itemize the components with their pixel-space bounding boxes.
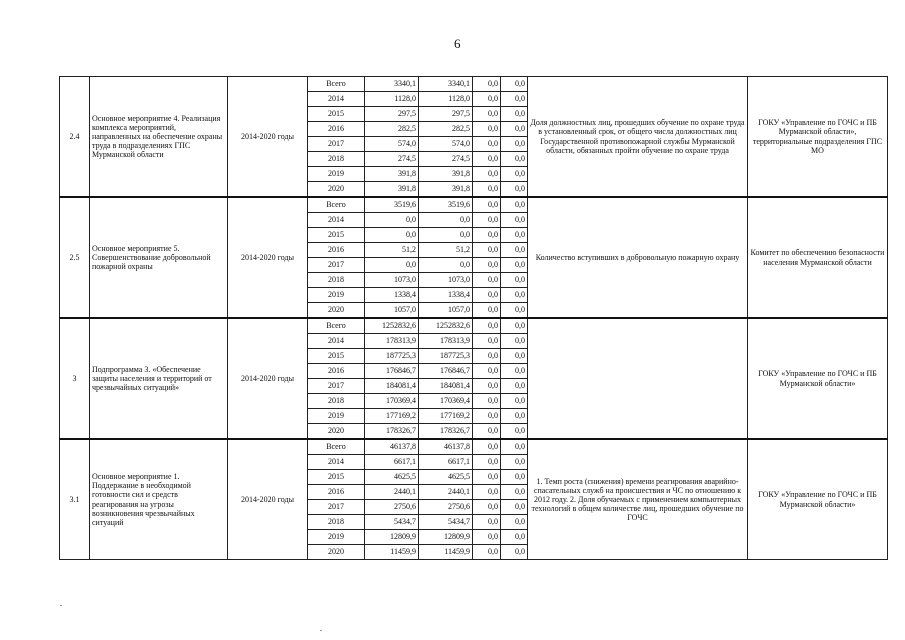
period-cell: 2014-2020 годы xyxy=(228,439,308,560)
total-value-cell: 1128,0 xyxy=(365,92,419,107)
other-value-cell: 0,0 xyxy=(501,515,528,530)
total-value-cell: 46137,8 xyxy=(365,439,419,455)
total-value-cell: 187725,3 xyxy=(365,349,419,364)
other-value-cell: 0,0 xyxy=(501,273,528,288)
year-cell: 2014 xyxy=(308,455,365,470)
total-value-cell: 2750,6 xyxy=(365,500,419,515)
year-cell: 2018 xyxy=(308,273,365,288)
regional-value-cell: 391,8 xyxy=(419,182,473,198)
other-value-cell: 0,0 xyxy=(501,318,528,334)
year-cell: 2018 xyxy=(308,394,365,409)
federal-value-cell: 0,0 xyxy=(473,107,501,122)
federal-value-cell: 0,0 xyxy=(473,182,501,198)
year-cell: 2014 xyxy=(308,334,365,349)
regional-value-cell: 187725,3 xyxy=(419,349,473,364)
total-value-cell: 177169,2 xyxy=(365,409,419,424)
total-value-cell: 0,0 xyxy=(365,228,419,243)
federal-value-cell: 0,0 xyxy=(473,77,501,92)
year-cell: Всего xyxy=(308,77,365,92)
total-value-cell: 5434,7 xyxy=(365,515,419,530)
federal-value-cell: 0,0 xyxy=(473,273,501,288)
total-value-cell: 11459,9 xyxy=(365,545,419,560)
federal-value-cell: 0,0 xyxy=(473,500,501,515)
year-cell: Всего xyxy=(308,439,365,455)
table-row xyxy=(60,439,888,455)
indicator-cell xyxy=(528,318,748,439)
regional-value-cell: 2440,1 xyxy=(419,485,473,500)
federal-value-cell: 0,0 xyxy=(473,92,501,107)
total-value-cell: 51,2 xyxy=(365,243,419,258)
year-cell: Всего xyxy=(308,318,365,334)
period-cell: 2014-2020 годы xyxy=(228,197,308,318)
total-value-cell: 1073,0 xyxy=(365,273,419,288)
year-cell: 2016 xyxy=(308,122,365,137)
federal-value-cell: 0,0 xyxy=(473,364,501,379)
other-value-cell: 0,0 xyxy=(501,167,528,182)
regional-value-cell: 1073,0 xyxy=(419,273,473,288)
regional-value-cell: 274,5 xyxy=(419,152,473,167)
total-value-cell: 1057,0 xyxy=(365,303,419,319)
year-cell: 2014 xyxy=(308,92,365,107)
period-cell: 2014-2020 годы xyxy=(228,318,308,439)
federal-value-cell: 0,0 xyxy=(473,439,501,455)
regional-value-cell: 178326,7 xyxy=(419,424,473,440)
total-value-cell: 178326,7 xyxy=(365,424,419,440)
other-value-cell: 0,0 xyxy=(501,122,528,137)
federal-value-cell: 0,0 xyxy=(473,243,501,258)
item-number-cell: 2.4 xyxy=(60,77,90,198)
other-value-cell: 0,0 xyxy=(501,137,528,152)
item-number-cell: 2.5 xyxy=(60,197,90,318)
program-table xyxy=(59,76,888,560)
page-number: 6 xyxy=(454,36,461,51)
federal-value-cell: 0,0 xyxy=(473,288,501,303)
year-cell: 2018 xyxy=(308,515,365,530)
other-value-cell: 0,0 xyxy=(501,213,528,228)
year-cell: 2019 xyxy=(308,288,365,303)
other-value-cell: 0,0 xyxy=(501,530,528,545)
federal-value-cell: 0,0 xyxy=(473,515,501,530)
federal-value-cell: 0,0 xyxy=(473,455,501,470)
regional-value-cell: 1128,0 xyxy=(419,92,473,107)
federal-value-cell: 0,0 xyxy=(473,470,501,485)
total-value-cell: 2440,1 xyxy=(365,485,419,500)
regional-value-cell: 0,0 xyxy=(419,258,473,273)
other-value-cell: 0,0 xyxy=(501,394,528,409)
other-value-cell: 0,0 xyxy=(501,439,528,455)
total-value-cell: 178313,9 xyxy=(365,334,419,349)
regional-value-cell: 1057,0 xyxy=(419,303,473,319)
federal-value-cell: 0,0 xyxy=(473,197,501,213)
total-value-cell: 0,0 xyxy=(365,213,419,228)
other-value-cell: 0,0 xyxy=(501,455,528,470)
regional-value-cell: 184081,4 xyxy=(419,379,473,394)
total-value-cell: 1252832,6 xyxy=(365,318,419,334)
federal-value-cell: 0,0 xyxy=(473,213,501,228)
indicator-cell: Количество вступивших в добровольную пожарную охрану xyxy=(528,197,748,318)
other-value-cell: 0,0 xyxy=(501,228,528,243)
federal-value-cell: 0,0 xyxy=(473,167,501,182)
regional-value-cell: 11459,9 xyxy=(419,545,473,560)
federal-value-cell: 0,0 xyxy=(473,258,501,273)
regional-value-cell: 2750,6 xyxy=(419,500,473,515)
year-cell: 2016 xyxy=(308,243,365,258)
total-value-cell: 274,5 xyxy=(365,152,419,167)
total-value-cell: 282,5 xyxy=(365,122,419,137)
period-cell: 2014-2020 годы xyxy=(228,77,308,198)
total-value-cell: 391,8 xyxy=(365,182,419,198)
regional-value-cell: 574,0 xyxy=(419,137,473,152)
year-cell: 2016 xyxy=(308,485,365,500)
year-cell: 2020 xyxy=(308,424,365,440)
regional-value-cell: 12809,9 xyxy=(419,530,473,545)
regional-value-cell: 3340,1 xyxy=(419,77,473,92)
regional-value-cell: 0,0 xyxy=(419,228,473,243)
regional-value-cell: 3519,6 xyxy=(419,197,473,213)
other-value-cell: 0,0 xyxy=(501,152,528,167)
regional-value-cell: 178313,9 xyxy=(419,334,473,349)
regional-value-cell: 391,8 xyxy=(419,167,473,182)
federal-value-cell: 0,0 xyxy=(473,545,501,560)
total-value-cell: 1338,4 xyxy=(365,288,419,303)
regional-value-cell: 5434,7 xyxy=(419,515,473,530)
year-cell: 2019 xyxy=(308,530,365,545)
federal-value-cell: 0,0 xyxy=(473,303,501,319)
year-cell: 2020 xyxy=(308,182,365,198)
regional-value-cell: 1252832,6 xyxy=(419,318,473,334)
other-value-cell: 0,0 xyxy=(501,470,528,485)
total-value-cell: 3340,1 xyxy=(365,77,419,92)
year-cell: 2015 xyxy=(308,228,365,243)
other-value-cell: 0,0 xyxy=(501,349,528,364)
other-value-cell: 0,0 xyxy=(501,243,528,258)
indicator-cell: Доля должностных лиц, прошедших обучение по охране труда в установленный срок, от общего числа должностных лиц Государственной противопожарной службы Мурманской области, обязанных пройти обучение по охране труда xyxy=(528,77,748,198)
item-number-cell: 3 xyxy=(60,318,90,439)
year-cell: 2017 xyxy=(308,500,365,515)
regional-value-cell: 177169,2 xyxy=(419,409,473,424)
year-cell: 2017 xyxy=(308,258,365,273)
other-value-cell: 0,0 xyxy=(501,288,528,303)
regional-value-cell: 1338,4 xyxy=(419,288,473,303)
regional-value-cell: 4625,5 xyxy=(419,470,473,485)
regional-value-cell: 282,5 xyxy=(419,122,473,137)
other-value-cell: 0,0 xyxy=(501,258,528,273)
executor-cell: Комитет по обеспечению безопасности населения Мурманской области xyxy=(748,197,888,318)
table-row xyxy=(60,197,888,213)
total-value-cell: 0,0 xyxy=(365,258,419,273)
regional-value-cell: 46137,8 xyxy=(419,439,473,455)
federal-value-cell: 0,0 xyxy=(473,424,501,440)
federal-value-cell: 0,0 xyxy=(473,152,501,167)
year-cell: 2019 xyxy=(308,167,365,182)
item-name-cell: Основное мероприятие 4. Реализация комплекса мероприятий, направленных на обеспечение охраны труда в подразделениях ГПС Мурманской области xyxy=(90,77,228,198)
total-value-cell: 297,5 xyxy=(365,107,419,122)
regional-value-cell: 176846,7 xyxy=(419,364,473,379)
other-value-cell: 0,0 xyxy=(501,303,528,319)
other-value-cell: 0,0 xyxy=(501,334,528,349)
federal-value-cell: 0,0 xyxy=(473,485,501,500)
year-cell: 2017 xyxy=(308,137,365,152)
regional-value-cell: 297,5 xyxy=(419,107,473,122)
year-cell: 2016 xyxy=(308,364,365,379)
other-value-cell: 0,0 xyxy=(501,545,528,560)
year-cell: Всего xyxy=(308,197,365,213)
executor-cell: ГОКУ «Управление по ГОЧС и ПБ Мурманской области», территориальные подразделения ГПС МО xyxy=(748,77,888,198)
year-cell: 2015 xyxy=(308,349,365,364)
federal-value-cell: 0,0 xyxy=(473,379,501,394)
year-cell: 2019 xyxy=(308,409,365,424)
table-row xyxy=(60,77,888,92)
other-value-cell: 0,0 xyxy=(501,409,528,424)
regional-value-cell: 170369,4 xyxy=(419,394,473,409)
indicator-cell: 1. Темп роста (снижения) времени реагирования аварийно-спасательных служб на происшествия и ЧС по отношению к 2012 году. 2. Доля обучаемых с применением компьютерных технологий в общем количестве лиц, прошедших обучение по ГОЧС xyxy=(528,439,748,560)
other-value-cell: 0,0 xyxy=(501,500,528,515)
regional-value-cell: 0,0 xyxy=(419,213,473,228)
other-value-cell: 0,0 xyxy=(501,379,528,394)
other-value-cell: 0,0 xyxy=(501,364,528,379)
other-value-cell: 0,0 xyxy=(501,182,528,198)
regional-value-cell: 51,2 xyxy=(419,243,473,258)
federal-value-cell: 0,0 xyxy=(473,394,501,409)
other-value-cell: 0,0 xyxy=(501,107,528,122)
total-value-cell: 176846,7 xyxy=(365,364,419,379)
federal-value-cell: 0,0 xyxy=(473,349,501,364)
item-number-cell: 3.1 xyxy=(60,439,90,560)
year-cell: 2015 xyxy=(308,107,365,122)
scan-speck xyxy=(60,605,62,606)
other-value-cell: 0,0 xyxy=(501,92,528,107)
scan-speck xyxy=(320,630,322,631)
executor-cell: ГОКУ «Управление по ГОЧС и ПБ Мурманской области» xyxy=(748,439,888,560)
total-value-cell: 6617,1 xyxy=(365,455,419,470)
table-row xyxy=(60,318,888,334)
federal-value-cell: 0,0 xyxy=(473,228,501,243)
year-cell: 2020 xyxy=(308,303,365,319)
federal-value-cell: 0,0 xyxy=(473,409,501,424)
federal-value-cell: 0,0 xyxy=(473,137,501,152)
total-value-cell: 3519,6 xyxy=(365,197,419,213)
year-cell: 2014 xyxy=(308,213,365,228)
total-value-cell: 4625,5 xyxy=(365,470,419,485)
item-name-cell: Основное мероприятие 1. Поддержание в необходимой готовности сил и средств реагирования на угрозы возникновения чрезвычайных ситуаций xyxy=(90,439,228,560)
total-value-cell: 184081,4 xyxy=(365,379,419,394)
regional-value-cell: 6617,1 xyxy=(419,455,473,470)
item-name-cell: Подпрограмма 3. «Обеспечение защиты населения и территорий от чрезвычайных ситуаций» xyxy=(90,318,228,439)
year-cell: 2020 xyxy=(308,545,365,560)
federal-value-cell: 0,0 xyxy=(473,530,501,545)
total-value-cell: 170369,4 xyxy=(365,394,419,409)
federal-value-cell: 0,0 xyxy=(473,334,501,349)
year-cell: 2018 xyxy=(308,152,365,167)
other-value-cell: 0,0 xyxy=(501,485,528,500)
other-value-cell: 0,0 xyxy=(501,77,528,92)
total-value-cell: 574,0 xyxy=(365,137,419,152)
year-cell: 2017 xyxy=(308,379,365,394)
item-name-cell: Основное мероприятие 5. Совершенствование добровольной пожарной охраны xyxy=(90,197,228,318)
total-value-cell: 391,8 xyxy=(365,167,419,182)
other-value-cell: 0,0 xyxy=(501,424,528,440)
year-cell: 2015 xyxy=(308,470,365,485)
executor-cell: ГОКУ «Управление по ГОЧС и ПБ Мурманской области» xyxy=(748,318,888,439)
total-value-cell: 12809,9 xyxy=(365,530,419,545)
other-value-cell: 0,0 xyxy=(501,197,528,213)
federal-value-cell: 0,0 xyxy=(473,122,501,137)
federal-value-cell: 0,0 xyxy=(473,318,501,334)
